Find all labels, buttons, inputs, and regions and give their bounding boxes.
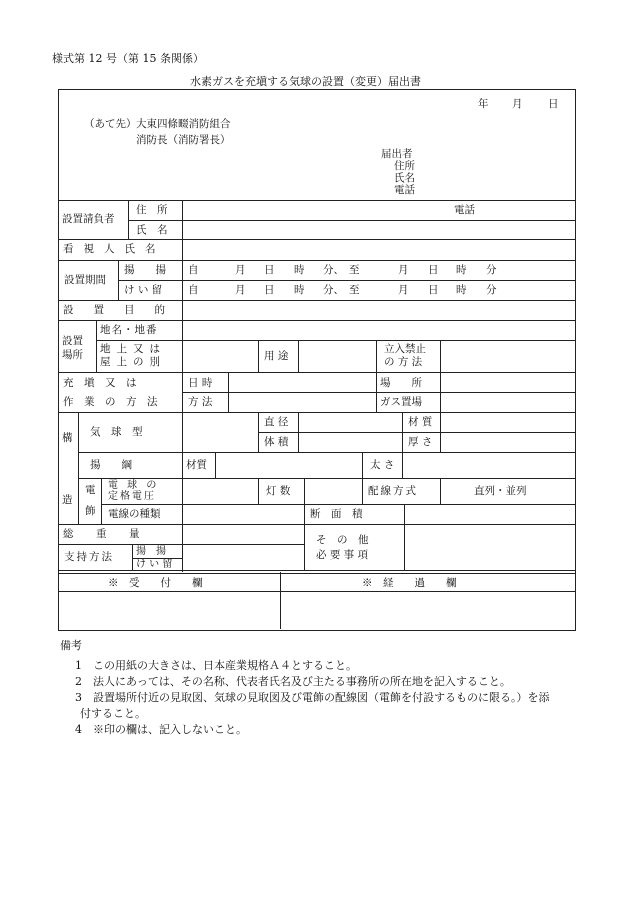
raise-to: 至 xyxy=(349,264,360,276)
purpose-label: 設置目的 xyxy=(63,304,185,316)
no-entry-label-1: 立入禁止 xyxy=(384,343,426,355)
cross-section-label: 断 面 積 xyxy=(310,508,363,520)
note-4: 4 ※印の欄は、記入しないこと。 xyxy=(75,723,247,736)
date-year: 年 xyxy=(478,98,489,110)
rope-material-label: 材質 xyxy=(186,459,207,471)
period-moor-label: け い 留 xyxy=(124,284,163,296)
raise-to-minute: 分 xyxy=(486,264,497,276)
applicant-name: 氏名 xyxy=(394,172,415,184)
raise-from-day: 日 xyxy=(264,264,275,276)
place-label: 場 所 xyxy=(380,377,422,389)
note-2: 2 法人にあっては、その名称、代表者氏名及び主たる事務所の所在地を記入すること。 xyxy=(75,675,511,688)
structure-label-1: 構 xyxy=(62,432,73,444)
raise-to-day: 日 xyxy=(428,264,439,276)
raise-from-hour: 時 xyxy=(294,264,305,276)
reception-label: ※ 受 付 欄 xyxy=(108,577,203,589)
site-label: 設置 場所 xyxy=(62,335,83,361)
site-ground-label-1: 地上又は xyxy=(100,343,166,355)
balloon-type-label: 気 球 型 xyxy=(90,426,143,438)
wire-type-label: 電線の種類 xyxy=(108,508,161,520)
moor-from-month: 月 xyxy=(235,284,246,296)
moor-from-hour: 時 xyxy=(294,284,305,296)
moor-to-day: 日 xyxy=(428,284,439,296)
structure-label-2: 造 xyxy=(62,494,73,506)
note-3: 3 設置場所付近の見取図、気球の見取図及び電飾の配線図（電飾を付設するものに限る。）を添 xyxy=(75,691,550,704)
volume-label: 体 積 xyxy=(264,436,289,448)
raise-from-minute: 分、 xyxy=(323,264,344,276)
wiring-label: 配線方式 xyxy=(368,485,418,497)
applicant-label: 届出者 xyxy=(381,148,413,160)
addressee-chief: 消防長（消防署長） xyxy=(136,134,231,146)
thickness-label: 厚 さ xyxy=(408,436,433,448)
note-3-cont: 付すること。 xyxy=(80,707,146,720)
moor-to-month: 月 xyxy=(398,284,409,296)
moor-to-hour: 時 xyxy=(456,284,467,296)
progress-label: ※ 経 過 欄 xyxy=(362,577,457,589)
addressee-prefix: （あて先） xyxy=(84,118,137,130)
date-day: 日 xyxy=(548,98,559,110)
rope-label: 揚 綱 xyxy=(90,459,132,471)
moor-from-minute: 分、 xyxy=(323,284,344,296)
use-label: 用 途 xyxy=(264,350,289,362)
contractor-label: 設置請負者 xyxy=(62,213,115,225)
form-number: 様式第 12 号（第 15 条関係） xyxy=(52,52,204,65)
no-entry-label-2: の 方 法 xyxy=(384,356,423,368)
diameter-label: 直 径 xyxy=(264,416,289,428)
other-label-1: そ の 他 xyxy=(316,534,369,546)
site-address-label: 地名・地番 xyxy=(100,324,158,336)
support-label: 支持方法 xyxy=(64,551,114,563)
total-weight-label: 総 重 量 xyxy=(63,528,146,540)
applicant-address: 住所 xyxy=(394,160,415,172)
fill-label-2: 作 業 の 方 法 xyxy=(63,396,158,408)
addressee-org: 大東四條畷消防組合 xyxy=(136,118,231,130)
lamp-count-label: 灯 数 xyxy=(266,485,291,497)
gas-storage-label: ガス置場 xyxy=(380,396,422,408)
fill-label-1: 充 塡 又 は xyxy=(63,377,137,389)
contractor-name-label: 氏 名 xyxy=(136,224,168,236)
rope-thickness-label: 太 さ xyxy=(370,459,395,471)
raise-to-month: 月 xyxy=(398,264,409,276)
material-label: 材 質 xyxy=(408,416,433,428)
period-label: 設置期間 xyxy=(64,274,106,286)
datetime-label: 日 時 xyxy=(188,377,213,389)
raise-from: 自 xyxy=(188,264,199,276)
decoration-label-2: 飾 xyxy=(85,505,96,517)
note-1: 1 この用紙の大きさは、日本産業規格Ａ４とすること。 xyxy=(75,659,357,672)
applicant-phone: 電話 xyxy=(394,184,415,196)
support-moor-label: け い 留 xyxy=(136,559,173,570)
period-raise-label: 揚 揚 xyxy=(124,264,166,276)
moor-to-minute: 分 xyxy=(486,284,497,296)
voltage-label-2: 定格電圧 xyxy=(108,491,156,502)
contractor-address-label: 住 所 xyxy=(136,204,168,216)
site-ground-label-2: 屋上の別 xyxy=(100,356,166,368)
raise-from-month: 月 xyxy=(235,264,246,276)
method-label: 方 法 xyxy=(188,396,213,408)
raise-to-hour: 時 xyxy=(456,264,467,276)
moor-to: 至 xyxy=(349,284,360,296)
voltage-label-1: 電 球 の xyxy=(108,480,160,491)
watcher-label: 看視人氏名 xyxy=(63,243,166,255)
wiring-value: 直列・並列 xyxy=(474,485,527,497)
date-month: 月 xyxy=(512,98,523,110)
decoration-label-1: 電 xyxy=(85,484,96,496)
moor-from-day: 日 xyxy=(264,284,275,296)
other-label-2: 必 要 事 項 xyxy=(316,549,369,561)
contractor-phone-label: 電話 xyxy=(454,204,475,216)
moor-from: 自 xyxy=(188,284,199,296)
support-raise-label: 揚 揚 xyxy=(136,546,166,557)
form-title: 水素ガスを充塡する気球の設置（変更）届出書 xyxy=(190,75,421,88)
notes-title: 備考 xyxy=(60,639,82,652)
